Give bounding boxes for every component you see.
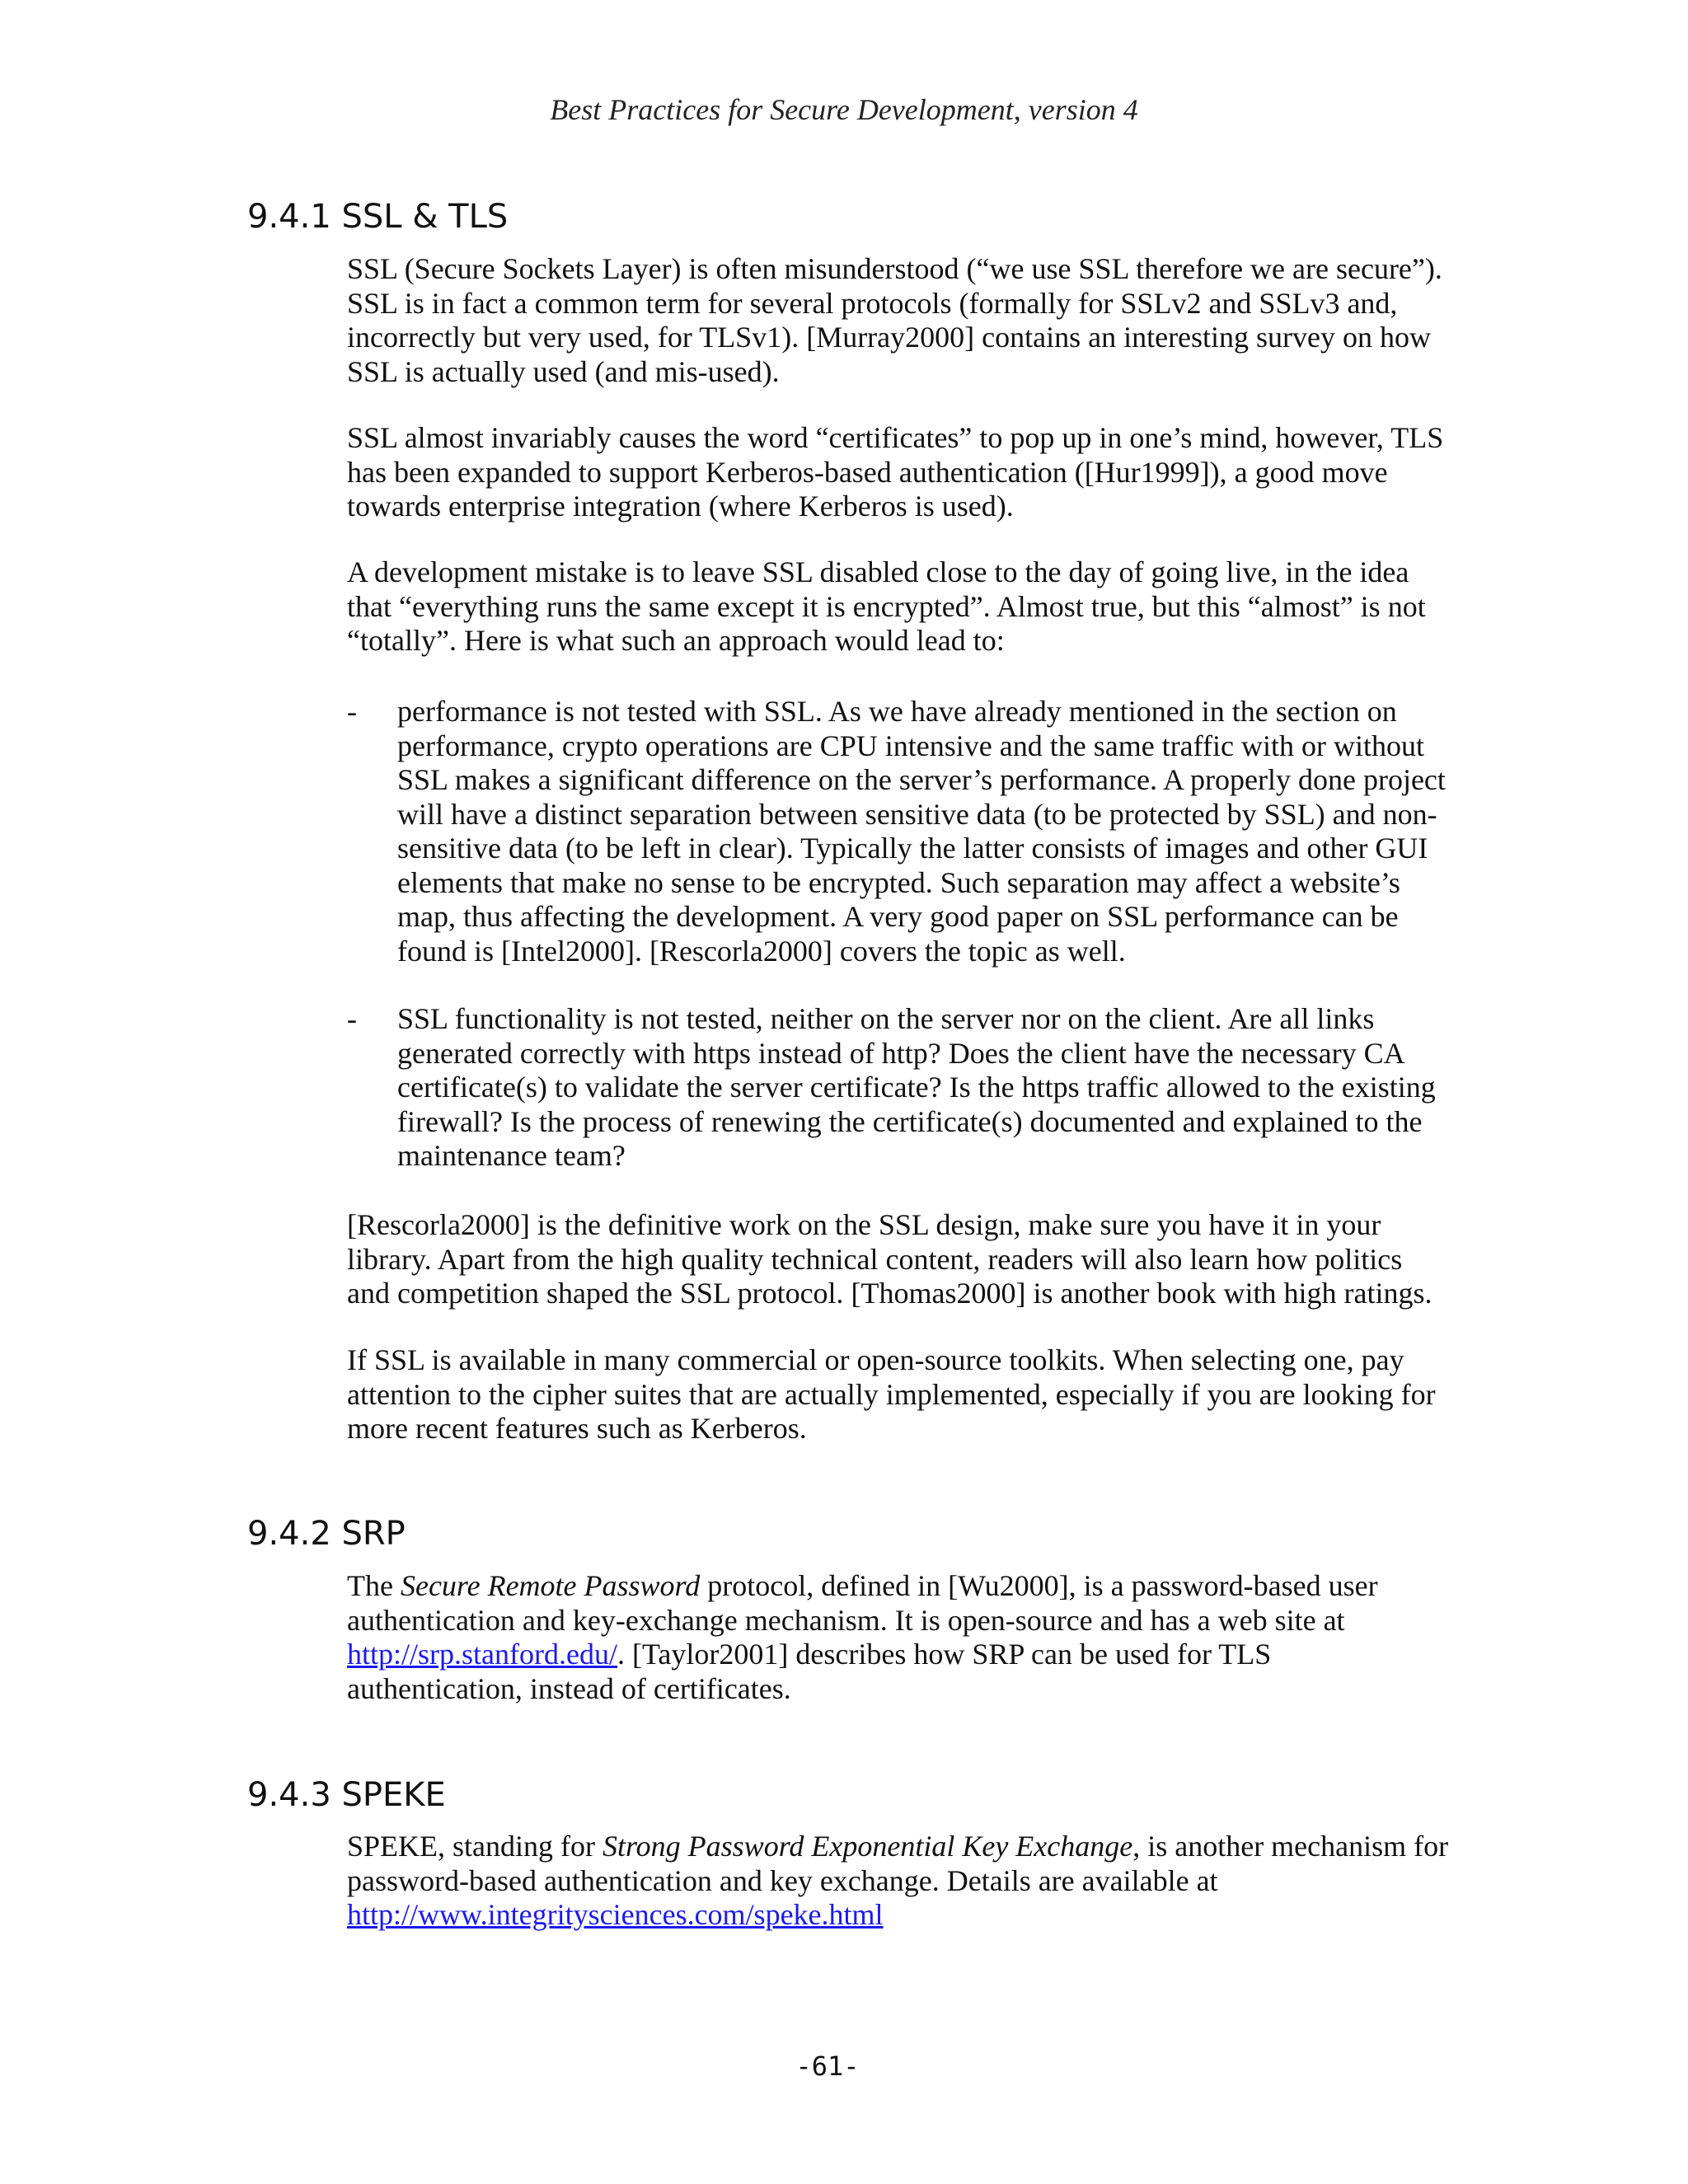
srp-text-before: The bbox=[347, 1569, 401, 1602]
paragraph-toolkits: If SSL is available in many commercial or open-source toolkits. When selecting one, pay attention to the cipher suites that are actually implemented, especially if you are looking for more recent features such as Kerberos. bbox=[347, 1343, 1436, 1445]
section-heading-ssl-tls: 9.4.1 SSL & TLS bbox=[247, 198, 509, 236]
list-item-performance bbox=[347, 695, 1451, 968]
speke-link[interactable]: http://www.integritysciences.com/speke.html bbox=[347, 1898, 884, 1931]
srp-text-after: . [Taylor2001] describes how SRP can be used for TLS authentication, instead of certificates. bbox=[347, 1638, 1272, 1705]
list-item-text: performance is not tested with SSL. As we have already mentioned in the section on performance, crypto operations are CPU intensive and the same traffic with or without SSL makes a significant difference on the server’s performance. A properly done project will have a distinct separation between sensitive data (to be protected by SSL) and non-sensitive data (to be left in clear). Typically the latter consists of images and other GUI elements that make no sense to be encrypted. Such separation may affect a website’s map, thus affecting the development. A very good paper on SSL performance can be found is [Intel2000]. [Rescorla2000] covers the topic as well. bbox=[397, 695, 1446, 968]
speke-emphasis: Strong Password Exponential Key Exchange bbox=[603, 1830, 1133, 1863]
speke-text-middle: , is another mechanism for password-based authentication and key exchange. Details are available at bbox=[347, 1830, 1449, 1897]
bullet-marker: - bbox=[347, 1002, 357, 1035]
paragraph-rescorla-reference: [Rescorla2000] is the definitive work on the SSL design, make sure you have it in your library. Apart from the high quality technical content, readers will also learn how politics and competition shaped the SSL protocol. [Thomas2000] is another book with high ratings. bbox=[347, 1208, 1432, 1310]
bullet-marker: - bbox=[347, 695, 357, 728]
section-heading-speke: 9.4.3 SPEKE bbox=[247, 1776, 446, 1814]
speke-text-before: SPEKE, standing for bbox=[347, 1830, 603, 1863]
srp-link[interactable]: http://srp.stanford.edu/ bbox=[347, 1638, 617, 1671]
list-item-text: SSL functionality is not tested, neither on the server nor on the client. Are all links generated correctly with https instead of http? Does the client have the necessary CA certificate(s) to validate the server certificate? Is the https traffic allowed to the existing firewall? Is the process of renewing the certificate(s) documented and explained to the maintenance team? bbox=[397, 1002, 1436, 1172]
section-heading-srp: 9.4.2 SRP bbox=[247, 1515, 406, 1553]
srp-text-middle: protocol, defined in [Wu2000], is a password-based user authentication and key-exchange mechanism. It is open-source and has a web site at bbox=[347, 1569, 1378, 1637]
srp-emphasis: Secure Remote Password bbox=[400, 1569, 701, 1602]
list-item-functionality bbox=[347, 1002, 1451, 1174]
running-header: Best Practices for Secure Development, version 4 bbox=[550, 93, 1138, 126]
paragraph-ssl-development-mistake: A development mistake is to leave SSL disabled close to the day of going live, in the idea that “everything runs the same except it is encrypted”. Almost true, but this “almost” is not “totally”. Here is what such an approach would lead to: bbox=[347, 555, 1426, 657]
paragraph-srp bbox=[347, 1569, 1451, 1706]
page-number: -61- bbox=[795, 2050, 860, 2082]
paragraph-ssl-certificates: SSL almost invariably causes the word “certificates” to pop up in one’s mind, however, TLS has been expanded to support Kerberos-based authentication ([Hur1999]), a good move towards enterprise integration (where Kerberos is used). bbox=[347, 421, 1444, 523]
paragraph-speke bbox=[347, 1830, 1451, 1933]
paragraph-ssl-intro: SSL (Secure Sockets Layer) is often misunderstood (“we use SSL therefore we are secure”). SSL is in fact a common term for several protocols (formally for SSLv2 and SSLv3 and, incorrectly but very used, for TLSv1). [Murray2000] contains an interesting survey on how SSL is actually used (and mis-used). bbox=[347, 252, 1442, 388]
